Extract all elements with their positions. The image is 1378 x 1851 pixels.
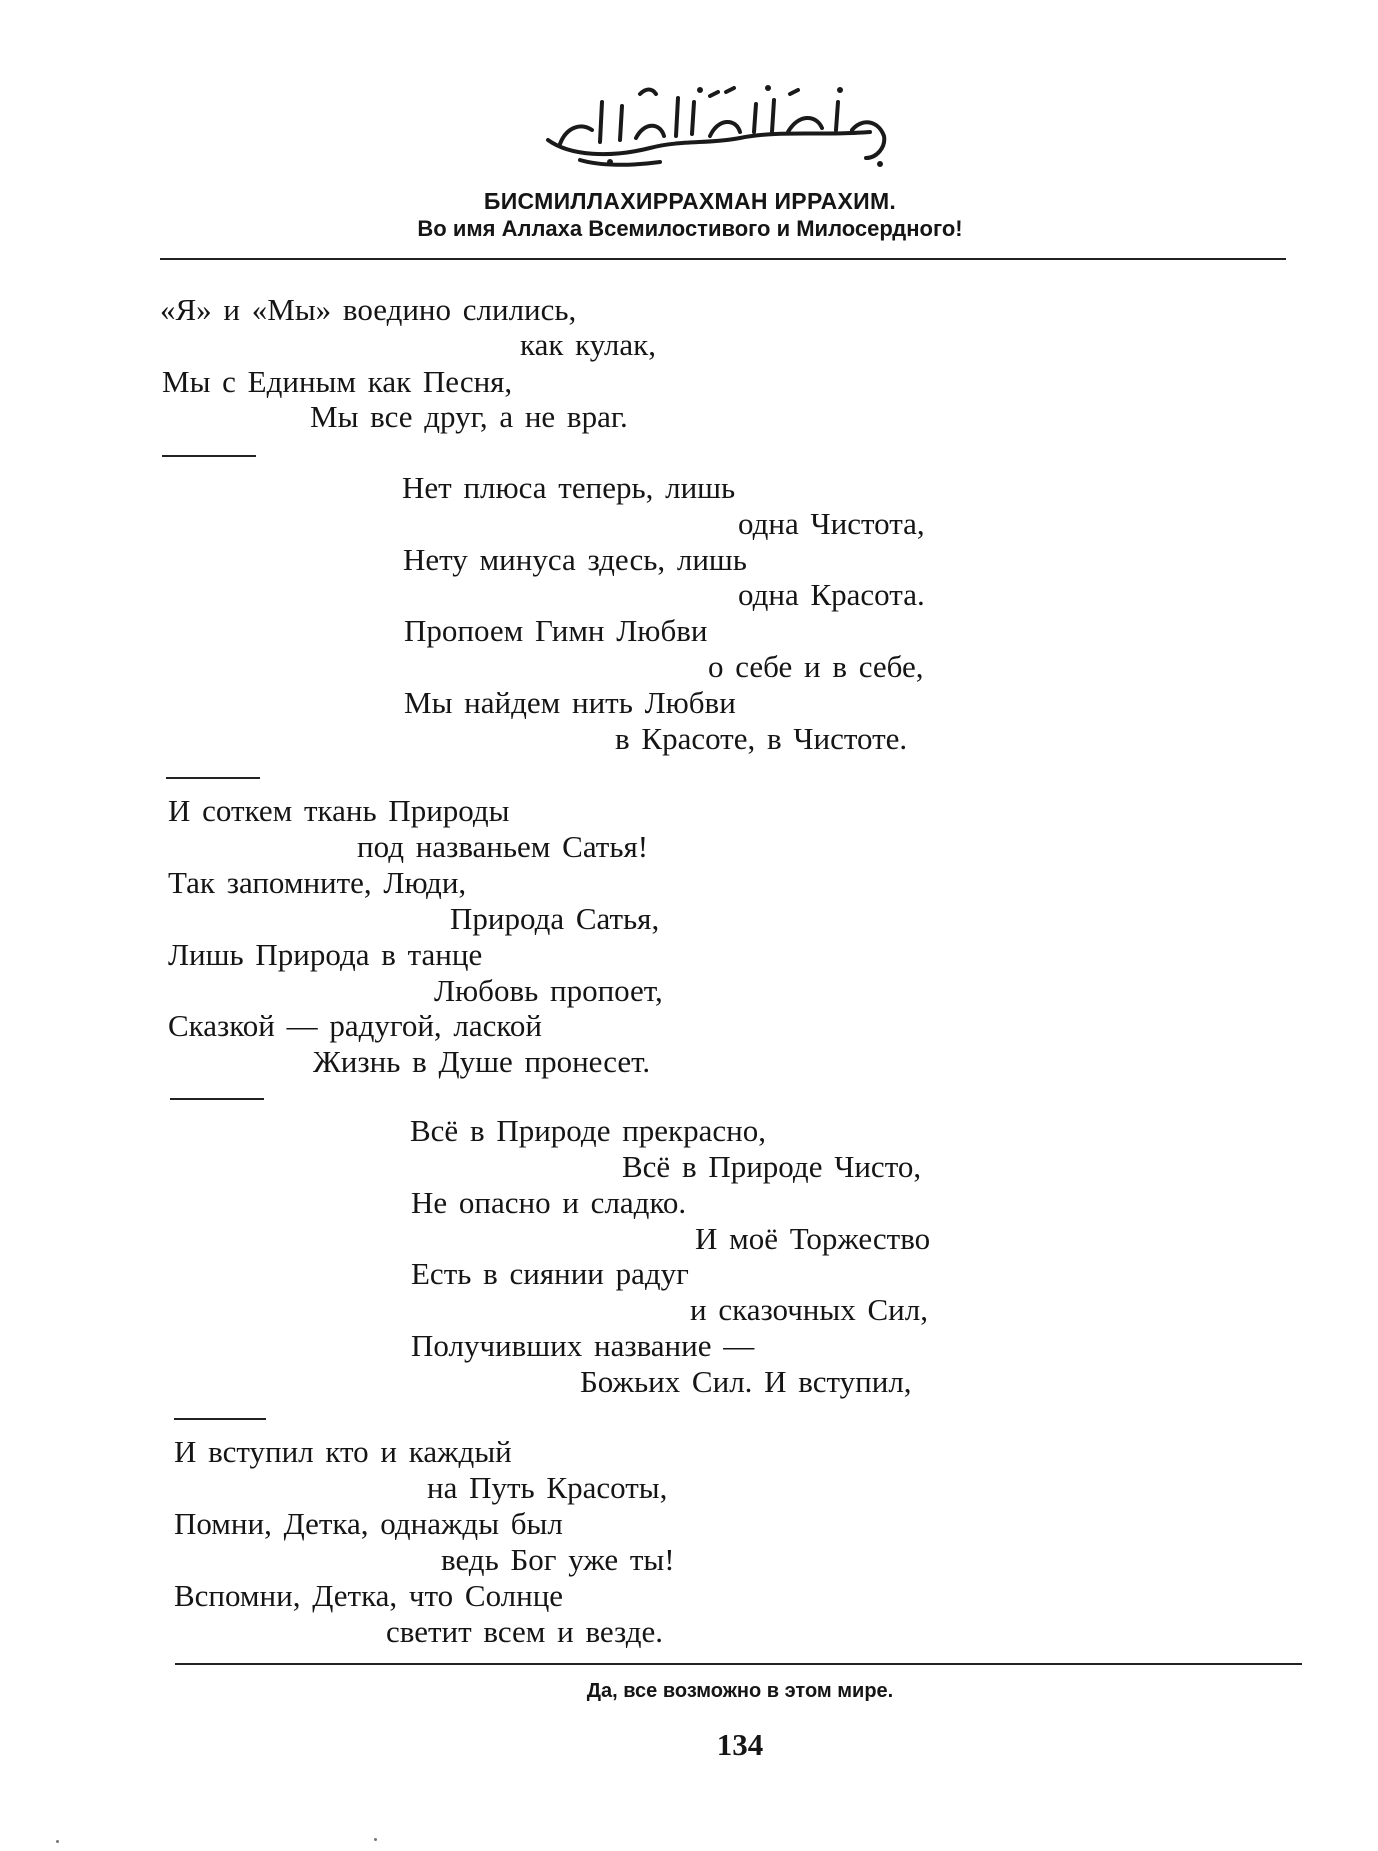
basmala-transliteration: БИСМИЛЛАХИРРАХМАН ИРРАХИМ. (483, 188, 897, 214)
verse-line: Не опасно и сладко. (411, 1185, 687, 1220)
header-divider (160, 258, 1286, 260)
verse-line: И вступил кто и каждый (174, 1434, 512, 1469)
verse-line: на Путь Красоты, (427, 1470, 668, 1505)
verse-line: светит всем и везде. (386, 1614, 664, 1649)
page-number: 134 (716, 1727, 764, 1762)
scan-speck (374, 1838, 377, 1841)
verse-line: Помни, Детка, однажды был (174, 1506, 563, 1541)
verse-line: Всё в Природе Чисто, (622, 1149, 922, 1184)
verse-line: Лишь Природа в танце (168, 937, 483, 972)
basmala-translation: Во имя Аллаха Всемилостивого и Милосердного! (417, 216, 963, 241)
verse-line: Пропоем Гимн Любви (404, 613, 708, 648)
verse-line: Нету минуса здесь, лишь (403, 542, 747, 577)
verse-line: Есть в сиянии радуг (411, 1256, 689, 1291)
verse-line: ведь Бог уже ты! (441, 1542, 675, 1577)
verse-line: Мы найдем нить Любви (404, 685, 736, 720)
verse-line: Жизнь в Душе пронесет. (313, 1044, 651, 1079)
verse-line: И моё Торжество (695, 1221, 931, 1256)
verse-line: Всё в Природе прекрасно, (410, 1113, 766, 1148)
verse-line: Сказкой — радугой, лаской (168, 1008, 542, 1043)
stanza-separator (166, 777, 260, 779)
scan-speck (56, 1840, 59, 1843)
verse-line: о себе и в себе, (708, 649, 924, 684)
stanza-separator (174, 1418, 266, 1420)
verse-line: одна Красота. (738, 577, 925, 612)
verse-line: в Красоте, в Чистоте. (615, 721, 908, 756)
verse-line: Вспомни, Детка, что Солнце (174, 1578, 564, 1613)
stanza-separator (162, 455, 256, 457)
verse-line: Божьих Сил. И вступил, (580, 1364, 912, 1399)
verse-line: Любовь пропоет, (434, 973, 663, 1008)
verse-line: «Я» и «Мы» воедино слились, (160, 292, 577, 327)
verse-line: одна Чистота, (738, 506, 925, 541)
verse-line: Мы все друг, а не враг. (310, 399, 628, 434)
verse-line: как кулак, (520, 327, 656, 362)
stanza-separator (170, 1098, 264, 1100)
verse-line: под названьем Сатья! (357, 829, 649, 864)
verse-line: Нет плюса теперь, лишь (402, 470, 736, 505)
verse-line: и сказочных Сил, (690, 1292, 928, 1327)
basmala-calligraphy (540, 78, 900, 170)
verse-line: Получивших название — (411, 1328, 755, 1363)
footer-note: Да, все возможно в этом мире. (586, 1680, 894, 1702)
verse-line: Так запомните, Люди, (168, 865, 467, 900)
verse-line: Мы с Единым как Песня, (162, 364, 513, 399)
footer-divider (175, 1663, 1302, 1665)
verse-line: И соткем ткань Природы (168, 793, 510, 828)
verse-line: Природа Сатья, (450, 901, 660, 936)
